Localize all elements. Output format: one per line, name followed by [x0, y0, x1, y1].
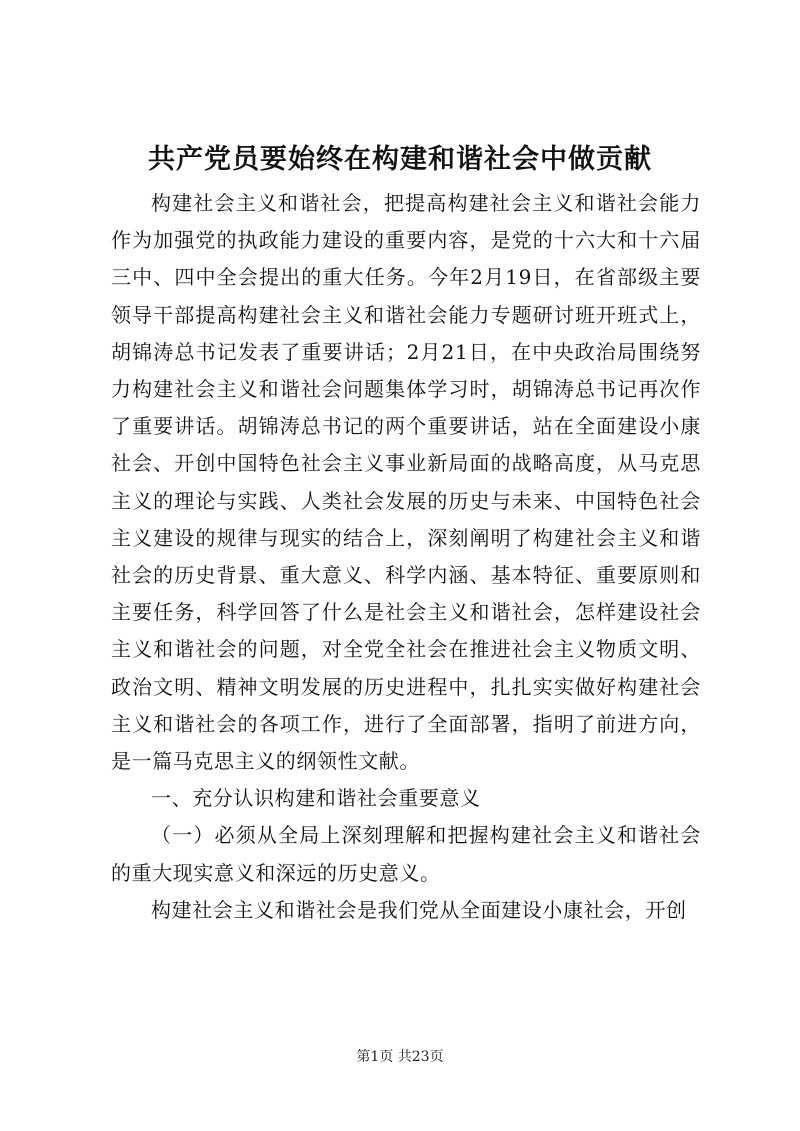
section-heading: 一、充分认识构建和谐社会重要意义: [151, 786, 481, 811]
document-title: 共产党员要始终在构建和谐社会中做贡献: [148, 144, 652, 175]
subsection-heading: （一）必须从全局上深刻理解和把握构建社会主义和谐社会的重大现实意义和深远的历史意义。: [111, 823, 701, 885]
document-body: [111, 185, 701, 929]
body-paragraph: 构建社会主义和谐社会是我们党从全面建设小康社会，开创: [151, 897, 687, 922]
body-paragraph: 构建社会主义和谐社会，把提高构建社会主义和谐社会能力作为加强党的执政能力建设的重要内容，是党的十六大和十六届三中、四中全会提出的重大任务。今年2月19日，在省部级主要领导干部提高构建社会主义和谐社会能力专题研讨班开班式上，胡锦涛总书记发表了重要讲话；2月21日，在中央政治局围绕努力构建社会主义和谐社会问题集体学习时，胡锦涛总书记再次作了重要讲话。胡锦涛总书记的两个重要讲话，站在全面建设小康社会、开创中国特色社会主义事业新局面的战略高度，从马克思主义的理论与实践、人类社会发展的历史与未来、中国特色社会主义建设的规律与现实的结合上，深刻阐明了构建社会主义和谐社会的历史背景、重大意义、科学内涵、基本特征、重要原则和主要任务，科学回答了什么是社会主义和谐社会，怎样建设社会主义和谐社会的问题，对全党全社会在推进社会主义物质文明、政治文明、精神文明发展的历史进程中，扎扎实实做好构建社会主义和谐社会的各项工作，进行了全面部署，指明了前进方向，是一篇马克思主义的纲领性文献。: [111, 191, 701, 774]
page-footer: 第1页 共23页: [356, 1049, 444, 1065]
